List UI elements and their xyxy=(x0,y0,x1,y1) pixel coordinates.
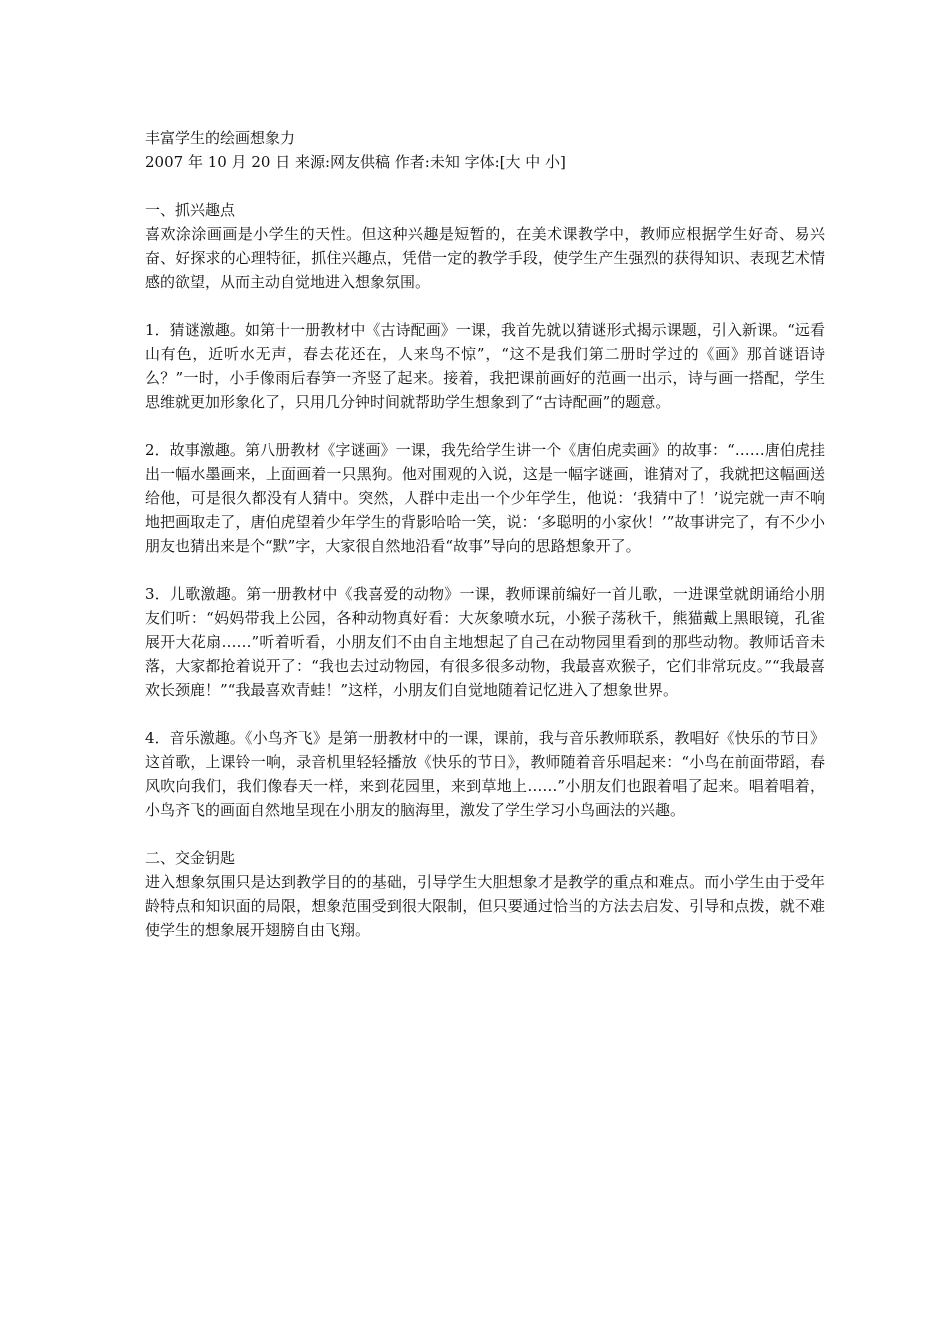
spacer xyxy=(145,558,825,582)
spacer xyxy=(145,702,825,726)
section1-item4-paragraph: 4．音乐激趣。《小鸟齐飞》是第一册教材中的一课，课前，我与音乐教师联系，教唱好《快乐的节日》这首歌，上课铃一响，录音机里轻轻播放《快乐的节日》，教师随着音乐唱起来：“小鸟在前面带蹈，春风吹向我们，我们像春天一样，来到花园里，来到草地上……”小朋友们也跟着唱了起来。唱着唱着，小鸟齐飞的画面自然地呈现在小朋友的脑海里，激发了学生学习小鸟画法的兴趣。 xyxy=(145,729,825,819)
document-meta: 2007 年 10 月 20 日 来源:网友供稿 作者:未知 字体:[大 中 小] xyxy=(145,153,566,171)
document-title: 丰富学生的绘画想象力 xyxy=(145,129,296,147)
section1-item2-paragraph: 2．故事激趣。第八册教材《字谜画》一课，我先给学生讲一个《唐伯虎卖画》的故事：“……唐伯虎挂出一幅水墨画来，上面画着一只黑狗。他对围观的入说，这是一幅字谜画，谁猜对了，我就把这幅画送给他，可是很久都没有人猜中。突然，人群中走出一个少年学生，他说：‘我猜中了！’说完就一声不响地把画取走了，唐伯虎望着少年学生的背影哈哈一笑，说：‘多聪明的小家伙！’”故事讲完了，有不少小朋友也猜出来是个“默”字，大家很自然地沿看“故事”导向的思路想象开了。 xyxy=(145,441,825,555)
section2-heading: 二、交金钥匙 xyxy=(145,849,236,867)
spacer xyxy=(145,414,825,438)
section1-intro-paragraph: 喜欢涂涂画画是小学生的天性。但这种兴趣是短暂的，在美术课教学中，教师应根据学生好奇、易兴奋、好探求的心理特征，抓住兴趣点，凭借一定的教学手段，使学生产生强烈的获得知识、表现艺术情感的欲望，从而主动自觉地进入想象氛围。 xyxy=(145,225,825,291)
spacer xyxy=(145,822,825,846)
section1-item3-paragraph: 3．儿歌激趣。第一册教材中《我喜爱的动物》一课，教师课前编好一首儿歌，一进课堂就朗诵给小朋友们听：“妈妈带我上公园，各种动物真好看：大灰象喷水玩，小猴子荡秋千，熊猫戴上黑眼镜，孔雀展开大花扇……”听着听看，小朋友们不由自主地想起了自己在动物园里看到的那些动物。教师话音未落，大家都抢着说开了：“我也去过动物园，有很多很多动物，我最喜欢猴子，它们非常玩皮。”“我最喜欢长颈鹿！”“我最喜欢青蛙！”这样，小朋友们自觉地随着记忆进入了想象世界。 xyxy=(145,585,825,699)
document-page xyxy=(145,126,825,942)
section2-intro-paragraph: 进入想象氛围只是达到教学目的的基础，引导学生大胆想象才是教学的重点和难点。而小学生由于受年龄特点和知识面的局限，想象范围受到很大限制，但只要通过恰当的方法去启发、引导和点拨，就不难使学生的想象展开翅膀自由飞翔。 xyxy=(145,873,825,939)
spacer xyxy=(145,174,825,198)
spacer xyxy=(145,294,825,318)
section1-heading: 一、抓兴趣点 xyxy=(145,201,236,219)
section1-item1-paragraph: 1．猜谜激趣。如第十一册教材中《古诗配画》一课，我首先就以猜谜形式揭示课题，引入新课。“远看山有色，近听水无声，春去花还在，人来鸟不惊”，“这不是我们第二册时学过的《画》那首谜语诗么？”一时，小手像雨后春笋一齐竖了起来。接着，我把课前画好的范画一出示，诗与画一搭配，学生思维就更加形象化了，只用几分钟时间就帮助学生想象到了“古诗配画”的题意。 xyxy=(145,321,825,411)
